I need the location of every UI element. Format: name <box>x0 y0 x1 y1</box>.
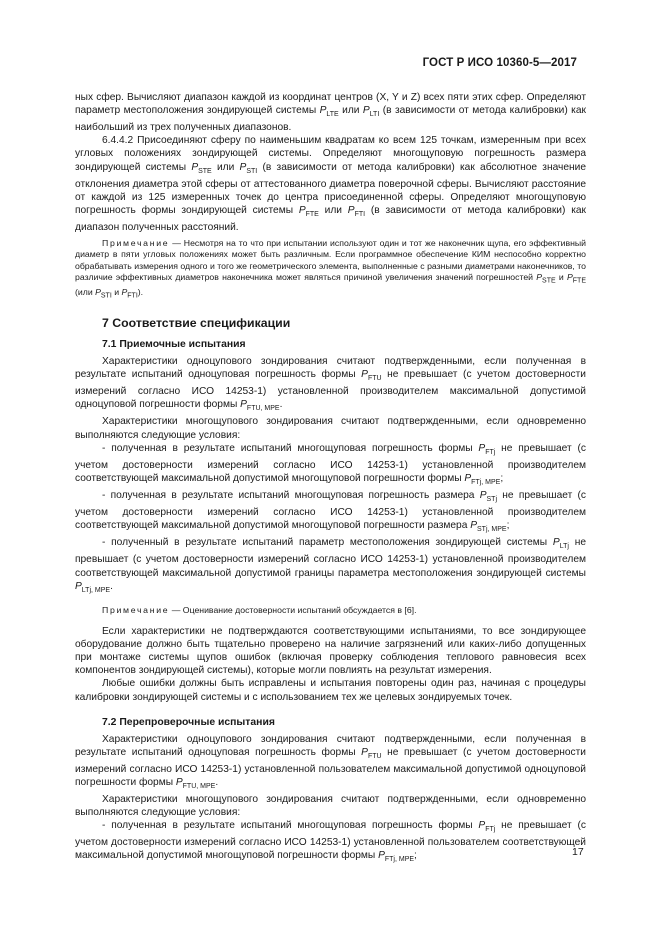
list-item-size-error: - полученная в результате испытаний многощуповая погрешность размера $P_{STj}$ не превышает (с учетом достоверности измерений согласно ИСО 14253-1) установленной производителем соответствующей максимальной допустимой многощуповой погрешности размера $P_{STj, MPE}$; <box>75 489 586 534</box>
document-code: ГОСТ Р ИСО 10360-5—2017 <box>422 57 577 69</box>
page-body <box>75 91 586 867</box>
paragraph-spheres-range: ных сфер. Вычисляют диапазон каждой из координат центров (X, Y и Z) всех пяти этих сфер. Определяют параметр местоположения зондирующей системы $P_{LTE}$ или $P_{LTI}$ (в зависимости от метода калибровки) как наибольший из трех полученных диапазонов. <box>75 92 586 134</box>
note-effective-diameter: Примечание — Несмотря на то что при испытании используют один и тот же наконечник щупа, его эффективный диаметр в пяти угловых положениях может быть различным. Если программное обеспечение КИМ неспособно корректно обрабатывать измерения одного и того же геометрического элемента, выполненные с разными диаметрами наконечников, то различие эффективных диаметров наконечника может являться причиной увеличения значений погрешностей $P_{STE}$ и $P_{FTE}$ (или $P_{STI}$ и $P_{FTI}$). <box>75 238 586 300</box>
note-reliability: Примечание — Оценивание достоверности испытаний обсуждается в [6]. <box>102 604 417 615</box>
paragraph-6-4-4-2: 6.4.4.2 Присоединяют сферу по наименьшим квадратам ко всем 125 точкам, измеренным при всех угловых положениях зондирующей системы. Определяют многощуповую погрешность размера зондирующей системы $P_{STE}$ или $P_{STI}$ (в зависимости от метода калибровки) как абсолютное значение отклонения диаметра этой сферы от аттестованного диаметра поверочной сферы. Вычисляют расстояние от каждой из 125 измеренных точек до центра присоединенной сферы. Определяют многощуповую погрешность формы зондирующей системы $P_{FTE}$ или $P_{FTI}$ (в зависимости от метода калибровки) как диапазон полученных расстояний. <box>75 135 586 233</box>
section-7-2-heading: 7.2 Перепроверочные испытания <box>102 716 275 728</box>
list-item-7-2-form-error: - полученная в результате испытаний многощуповая погрешность формы $P_{FTj}$ не превышает (с учетом достоверности измерений согласно ИСО 14253-1) установленной пользователем соответствующей максимальной допустимой многощуповой погрешности формы $P_{FTj, MPE}$; <box>75 820 586 864</box>
section-7-1-heading: 7.1 Приемочные испытания <box>102 338 246 350</box>
paragraph-7-2-multi-probe: Характеристики многощупового зондирования считают подтвержденными, если одновременно выполняются следующие условия: <box>75 794 586 819</box>
section-7-heading: 7 Соответствие спецификации <box>102 315 291 330</box>
paragraph-7-2-single-probe: Характеристики одноцупового зондирования считают подтвержденными, если полученная в результате испытаний одноцуповая погрешность формы $P_{FTU}$ не превышает (с учетом достоверности измерений согласно ИСО 14253-1) установленной пользователем максимальной допустимой одноцуповой погрешности формы $P_{FTU, MPE}$. <box>75 733 586 790</box>
paragraph-7-1-errors-corrected: Любые ошибки должны быть исправлены и испытания повторены один раз, начиная с процедуры калибровки зондирующей системы и с использованием тех же целевых зондируемых точек. <box>75 678 586 703</box>
paragraph-7-1-single-probe: Характеристики одноцупового зондирования считают подтвержденными, если полученная в результате испытаний одноцуповая погрешность формы $P_{FTU}$ не превышает (с учетом достоверности измерений согласно ИСО 14253-1) установленной производителем максимальной допустимой одноцуповой погрешности формы $P_{FTU, MPE}$. <box>75 355 586 413</box>
list-item-form-error: - полученная в результате испытаний многощуповая погрешность формы $P_{FTj}$ не превышает (с учетом достоверности измерений согласно ИСО 14253-1) установленной производителем соответствующей максимальной допустимой многощуповой погрешности формы $P_{FTj, MPE}$; <box>75 442 586 486</box>
page-number: 17 <box>572 846 584 858</box>
paragraph-7-1-multi-probe: Характеристики многощупового зондирования считают подтвержденными, если одновременно выполняются следующие условия: <box>75 416 586 441</box>
paragraph-7-1-not-confirmed: Если характеристики не подтверждаются соответствующими испытаниями, то все зондирующее оборудование должно быть тщательно проверено на наличие загрязнений или каких-либо допущенных при монтаже системы щупов ошибок (включая проверку соблюдения теплового равновесия всех компонентов зондирующей системы), которые могли повлиять на результат измерения. <box>75 626 586 677</box>
list-item-location-parameter: - полученный в результате испытаний параметр местоположения зондирующей системы $P_{LTj}$ не превышает (с учетом достоверности измерений согласно ИСО 14253-1) установленной производителем соответствующей максимальной допустимой границы параметра местоположения зондирующей системы $P_{LTj, MPE}$. <box>75 537 587 594</box>
